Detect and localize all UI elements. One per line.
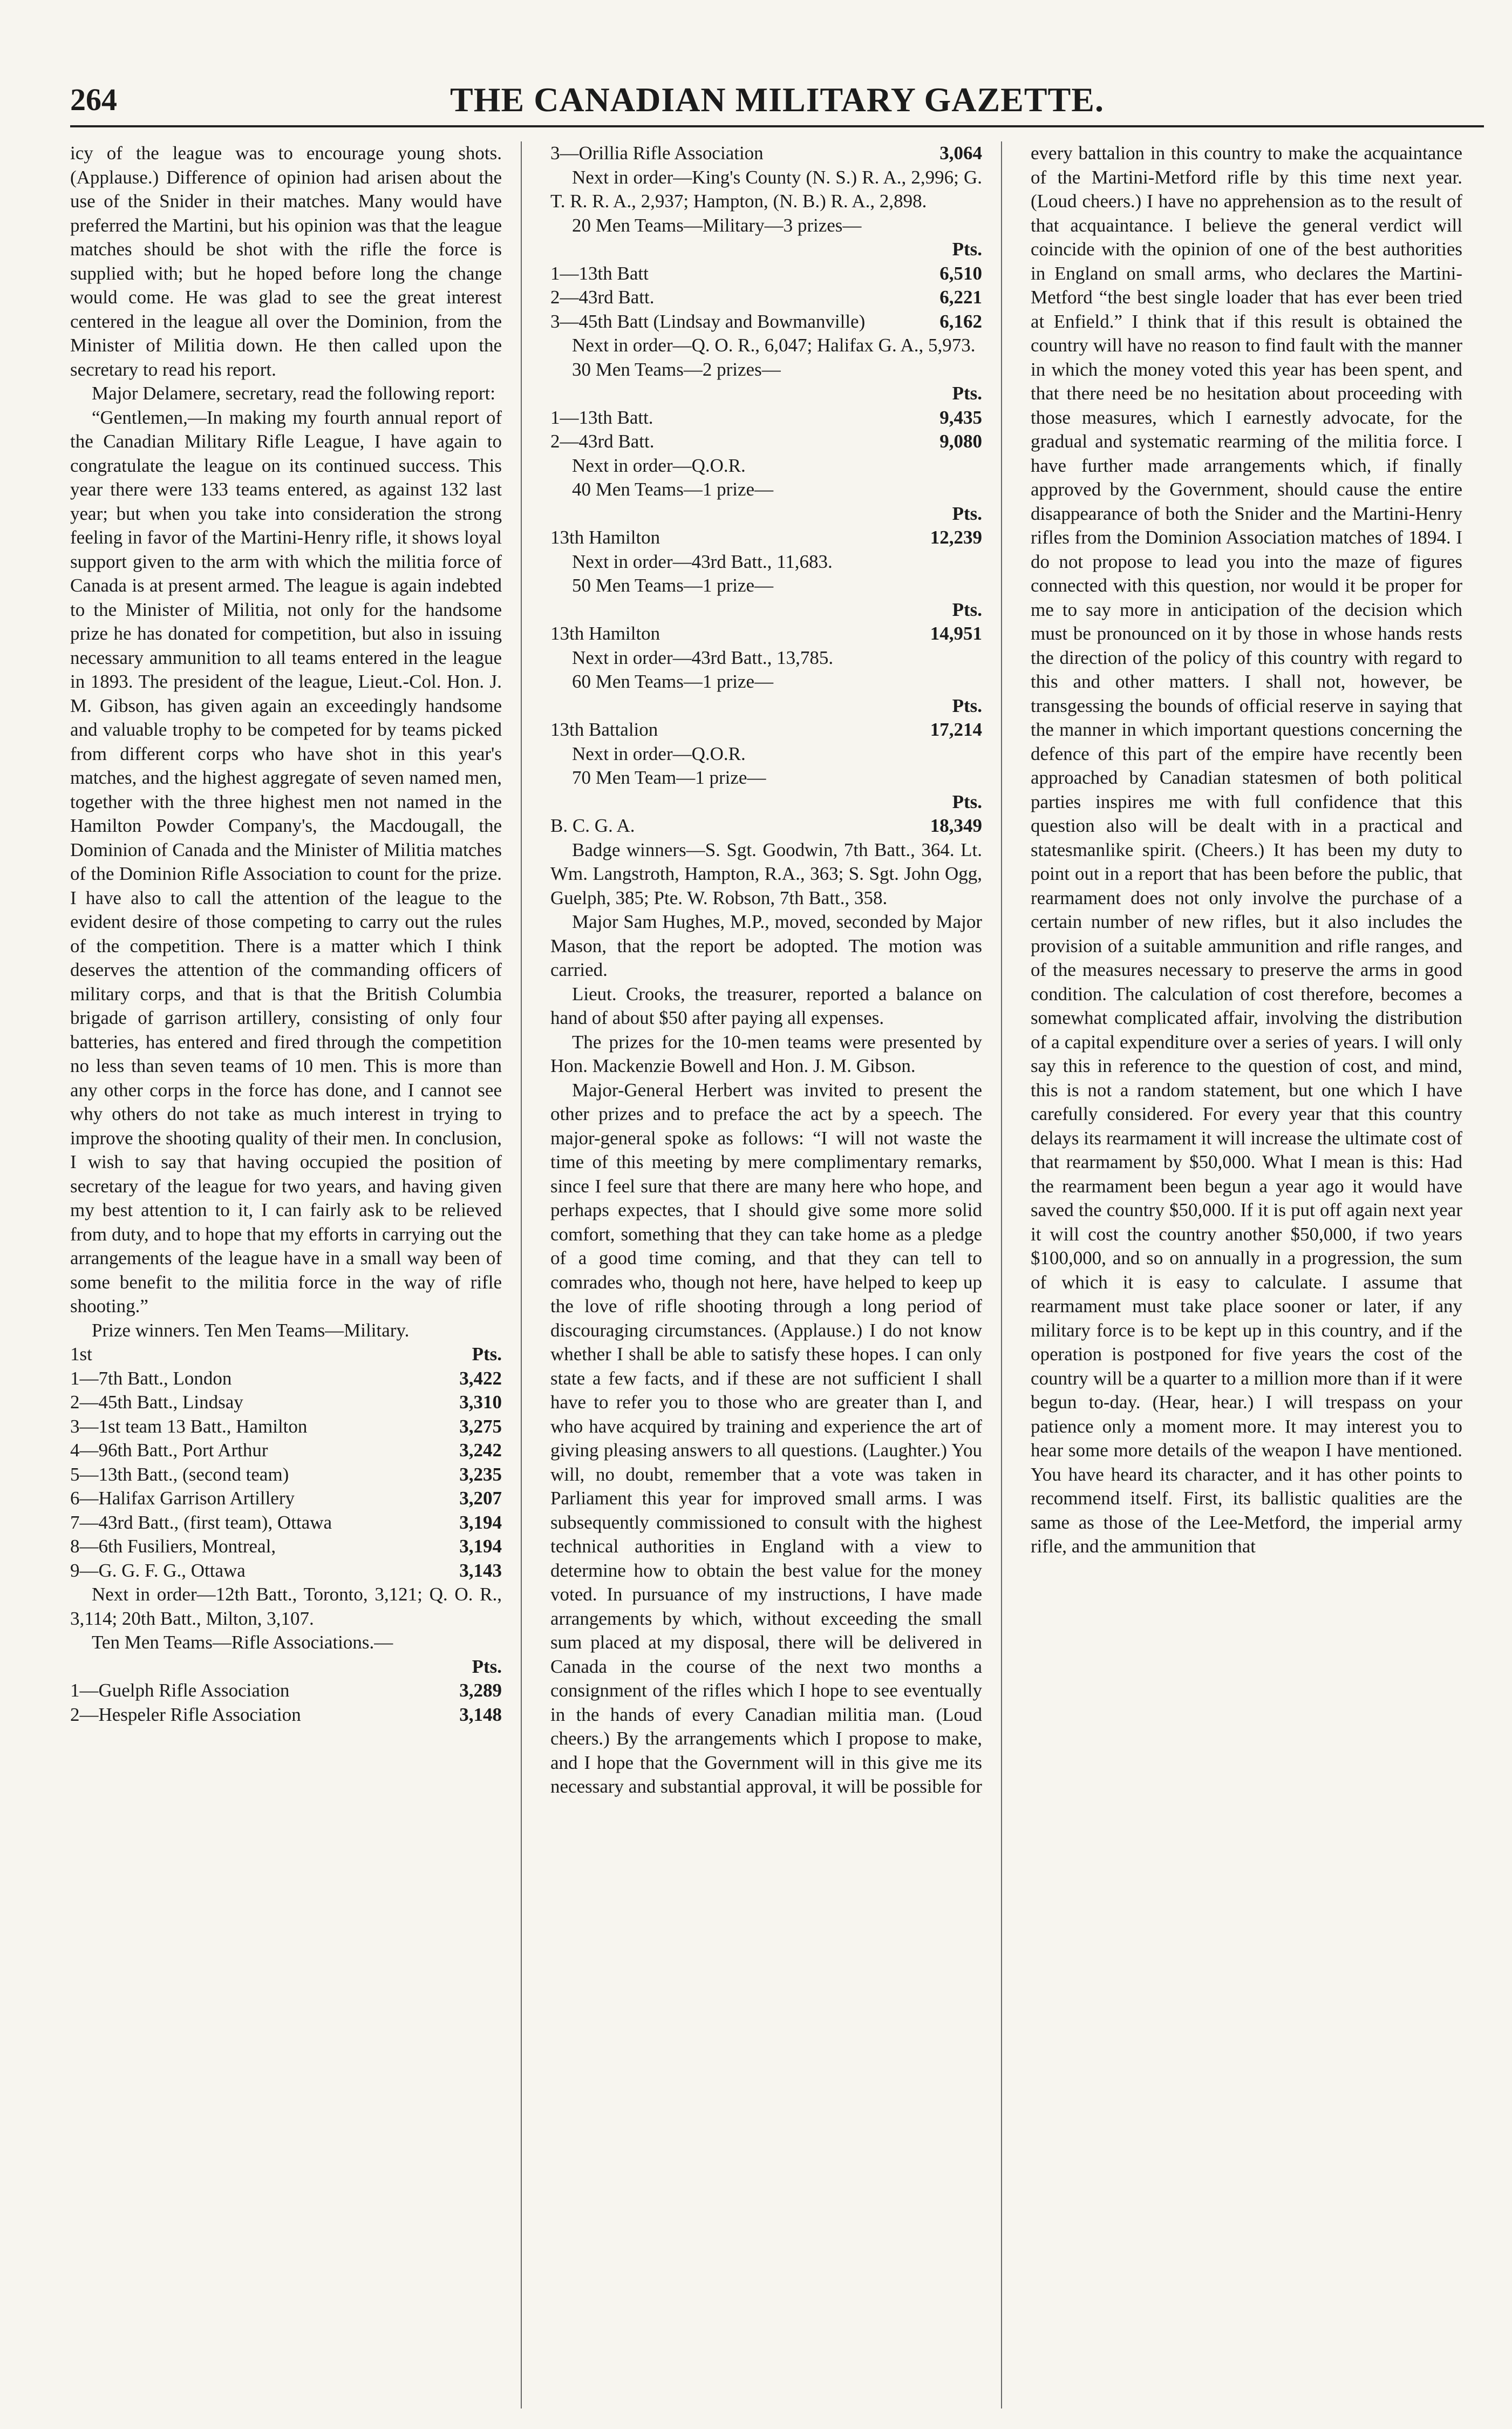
points-label: Pts. [952,791,982,812]
paragraph: Major Sam Hughes, M.P., moved, seconded by Major Mason, that the report be adopted. The motion was carried. [550,911,982,980]
results-list [550,622,982,646]
result-points: 6,510 [939,262,982,284]
paragraph: Major-General Herbert was invited to present the other prizes and to preface the act by a speech. The major-general spoke as follows: “I will not waste the time of this meeting by mere complimentary remarks, since I feel sure that there are many here who hope, and perhaps expectes, that I should give some more solid comfort, something that they can take home as a pledge of a good time coming, and that they can tell to comrades who, though not here, have helped to keep up the love of rifle shooting through a long period of discouraging circumstances. (Applause.) I do not know whether I shall be able to satisfy these hopes. I can only state a few facts, and if these are not sufficient I shall have to refer you to those who are greater than I, and who have acquired by training and experience the art of giving pleasing answers to all questions. (Laughter.) You will, no doubt, remember that a vote was taken in Parliament this year for improved small arms. I was subsequently commissioned to consult with the highest technical authorities in England with a view to determine how to obtain the best value for the money voted. In pursuance of my instructions, I have made arrangements by which, without exceeding the small sum placed at my disposal, there will be delivered in Canada in the course of the next two months a consignment of the rifles which I hope to see eventually in the hands of every Canadian militia man. (Loud cheers.) By the arrangements which I propose to make, and I hope that the Government will in this give me its necessary and substantial approval, it will be possible for [550,1079,982,1797]
column-rule [521,141,522,2408]
result-label: 2—45th Batt., Lindsay [70,1392,243,1413]
result-row [70,1415,502,1439]
paragraph: Major Delamere, secretary, read the following report: [92,383,495,404]
result-points: 3,207 [459,1488,502,1509]
result-points: 17,214 [930,719,982,740]
next-in-order: Next in order—43rd Batt., 13,785. [572,647,834,668]
table-header-row [70,1342,502,1367]
result-label: 13th Hamilton [550,527,660,548]
next-in-order: Next in order—Q. O. R., 6,047; Halifax G. A., 5,973. [572,335,976,356]
next-in-order: Next in order—King's County (N. S.) R. A., 2,996; G. T. R. R. A., 2,937; Hampton, (N. B.) R. A., 2,898. [550,166,982,212]
result-points: 3,242 [459,1440,502,1461]
page-header [70,81,1484,119]
result-row [70,1390,502,1415]
result-row [70,1511,502,1535]
result-points: 3,235 [459,1463,502,1485]
result-points: 6,162 [939,310,982,332]
next-in-order: Next in order—43rd Batt., 11,683. [572,551,833,572]
result-points: 12,239 [930,527,982,548]
result-points: 18,349 [930,815,982,836]
result-row [70,1559,502,1583]
results-list [70,1679,502,1727]
result-points: 3,275 [459,1415,502,1437]
column-2 [550,141,982,2408]
list-heading: 70 Men Team—1 prize— [572,767,766,788]
paragraph: The prizes for the 10-men teams were presented by Hon. Mackenzie Bowell and Hon. J. M. Gibson. [550,1031,982,1076]
points-label: Pts. [952,239,982,260]
paragraph: Lieut. Crooks, the treasurer, reported a balance on hand of about $50 after paying all expenses. [550,983,982,1028]
result-row [550,141,982,166]
column-rule [1001,141,1002,2408]
list-heading: 30 Men Teams—2 prizes— [572,358,781,380]
result-row [550,718,982,742]
result-label: 13th Battalion [550,719,658,740]
result-label: 3—45th Batt (Lindsay and Bowmanville) [550,310,866,332]
result-row [70,1535,502,1559]
journal-title: THE CANADIAN MILITARY GAZETTE. [450,80,1104,119]
result-label: 1—Guelph Rifle Association [70,1680,290,1701]
result-label: 8—6th Fusiliers, Montreal, [70,1536,276,1557]
list-heading: 20 Men Teams—Military—3 prizes— [572,214,862,236]
list-heading: 60 Men Teams—1 prize— [572,671,774,692]
result-row [70,1679,502,1703]
result-row [70,1367,502,1391]
next-in-order: Next in order—Q.O.R. [572,743,746,764]
result-row [70,1487,502,1511]
result-row [550,622,982,646]
page-number: 264 [70,82,117,117]
list-heading: 40 Men Teams—1 prize— [572,479,774,500]
result-points: 3,194 [459,1511,502,1533]
result-points: 3,289 [459,1680,502,1701]
result-points: 3,310 [459,1392,502,1413]
points-label: Pts. [952,503,982,524]
result-label: 2—43rd Batt. [550,287,655,308]
results-list [550,141,982,166]
result-label: 2—43rd Batt. [550,431,655,452]
result-row [550,406,982,430]
result-label: 1—7th Batt., London [70,1367,232,1389]
result-row [70,1463,502,1487]
result-row [550,526,982,550]
results-list [550,526,982,550]
result-row [550,814,982,838]
result-label: 7—43rd Batt., (first team), Ottawa [70,1511,332,1533]
points-label: Pts. [472,1344,502,1365]
results-list [550,406,982,454]
result-points: 9,435 [939,406,982,428]
result-points: 3,194 [459,1536,502,1557]
results-list [550,814,982,838]
result-points: 3,143 [459,1559,502,1581]
list-heading: 1st [70,1344,92,1365]
result-points: 3,148 [459,1704,502,1725]
next-in-order: Next in order—Q.O.R. [572,454,746,476]
points-label: Pts. [952,383,982,404]
result-label: 9—G. G. F. G., Ottawa [70,1559,246,1581]
column-3 [1031,141,1462,2408]
result-row [550,430,982,454]
points-label: Pts. [952,695,982,716]
result-label: 4—96th Batt., Port Arthur [70,1440,268,1461]
paragraph: icy of the league was to encourage young shots. (Applause.) Difference of opinion had arisen about the use of the Snider in their matches. Many would have preferred the Martini, but his opinion was that the league matches should be shot with the rifle the force is supplied with; but he hoped before long the change would come. He was glad to see the great interest centered in the league all over the Dominion, from the Minister of Militia down. He then called upon the secretary to read his report. [70,143,502,380]
result-label: 1—13th Batt. [550,406,653,428]
points-label: Pts. [472,1655,502,1677]
result-label: 5—13th Batt., (second team) [70,1463,289,1485]
result-points: 6,221 [939,287,982,308]
result-label: 3—1st team 13 Batt., Hamilton [70,1415,308,1437]
result-label: 3—Orillia Rifle Association [550,143,764,164]
result-row [70,1703,502,1727]
result-label: B. C. G. A. [550,815,635,836]
results-list [70,1367,502,1583]
list-heading: 50 Men Teams—1 prize— [572,575,774,596]
result-row [550,310,982,334]
result-row [70,1439,502,1463]
paragraph: every battalion in this country to make the acquaintance of the Martini-Metford rifle by this time next year. (Loud cheers.) I have no apprehension as to the result of that acquaintance. I believe the general verdict will coincide with the opinion of one of the best authorities in England on small arms, who declares the Martini-Metford “the best single loader that has ever been tried at Enfield.” I think that if this result is obtained the country will have no reason to find fault with the manner in which the money voted this year has been spent, and that there need be no hesitation about proceeding with those measures, which I earnestly advocate, for the gradual and systematic rearming of the militia force. I have further made arrangements which, if finally approved by the Government, should cause the entire disappearance of both the Snider and the Martini-Henry rifles from the Dominion Association matches of 1894. I do not propose to lead you into the maze of figures connected with this question, nor would it be proper for me to say more in anticipation of the decision which must be pronounced on it by those in whose hands rests the direction of the policy of this country with regard to this and other matters. I shall not, however, be transgessing the bounds of official reserve in saying that the manner in which important questions concerning the defence of this part of the empire have recently been approached by Canadian statesmen of both political parties inspires me with full confidence that this question also will be dealt with in a practical and statesmanlike spirit. (Cheers.) It has been my duty to point out in a report that has been before the public, that rearmament does not only involve the purchase of a certain number of new rifles, but it also includes the provision of a suitable ammunition and rifle ranges, and of the measures necessary to preserve the arms in good condition. The calculation of cost therefore, becomes a somewhat complicated affair, involving the distribution of a capital expenditure over a series of years. I will only say this in reference to the question of cost, and mind, this is not a random statement, but one which I have carefully considered. For every year that this country delays its rearmament it will increase the ultimate cost of that rearmament by $50,000. What I mean is this: Had the rearmament been begun a year ago it would have saved the country $50,000. If it is put off again next year it will cost the country another $50,000, if two years $100,000, and so on annually in a progression, the sum of which it is easy to calculate. I assume that rearmament must take place sooner or later, if any military force is to be kept up in this country, and if the operation is postponed for five years the cost of the country will be a quarter to a million more than if it were begun to-day. (Hear, hear.) I will trespass on your patience only a moment more. It may interest you to hear some more details of the weapon I have mentioned. You have heard its character, and it has other points to recommend itself. First, its ballistic qualities are the same as those of the Lee-Metford, the imperial army rifle, and the ammunition that [1031,143,1462,1557]
result-label: 1—13th Batt [550,262,649,284]
result-label: 6—Halifax Garrison Artillery [70,1488,295,1509]
prize-heading: Prize winners. Ten Men Teams—Military. [92,1319,410,1341]
result-label: 2—Hespeler Rifle Association [70,1704,301,1725]
column-1 [70,141,502,2408]
header-rule [70,125,1484,127]
result-points: 14,951 [930,623,982,644]
result-points: 3,064 [939,143,982,164]
results-list [550,262,982,334]
list-heading: Ten Men Teams—Rifle Associations.— [92,1632,393,1653]
points-label: Pts. [952,599,982,620]
next-in-order: Next in order—12th Batt., Toronto, 3,121; Q. O. R., 3,114; 20th Batt., Milton, 3,107. [70,1584,502,1629]
results-list [550,718,982,742]
paragraph: Badge winners—S. Sgt. Goodwin, 7th Batt., 364. Lt. Wm. Langstroth, Hampton, R.A., 363; S. Sgt. John Ogg, Guelph, 385; Pte. W. Robson, 7th Batt., 358. [550,839,982,908]
result-points: 3,422 [459,1367,502,1389]
result-points: 9,080 [939,431,982,452]
paragraph: “Gentlemen,—In making my fourth annual report of the Canadian Military Rifle League, I have again to congratulate the league on its continued success. This year there were 133 teams entered, as against 132 last year; but when you take into consideration the strong feeling in favor of the Martini-Henry rifle, it shows loyal support given to the arm with which the militia force of Canada is at present armed. The league is again indebted to the Minister of Militia, not only for the handsome prize he has donated for competition, but also in issuing necessary ammunition to all teams entered in the league in 1893. The president of the league, Lieut.-Col. Hon. J. M. Gibson, has given again an exceedingly handsome and valuable trophy to be competed for by teams picked from different corps who have shot in this year's matches, and the highest aggregate of seven named men, together with the three highest men not named in the Hamilton Powder Company's, the Macdougall, the Dominion of Canada and the Minister of Militia matches of the Dominion Rifle Association to count for the prize. I have also to call the attention of the league to the evident desire of those competing to carry out the rules of the competition. There is a matter which I think deserves the attention of the commanding officers of military corps, and that is that the British Columbia brigade of garrison artillery, consisting of only four batteries, has entered and fired through the competition no less than seven teams of 10 men. This is more than any other corps in the force has done, and I cannot see why others do not take as much interest in trying to improve the shooting quality of their men. In conclusion, I wish to say that having occupied the position of secretary of the league for two years, and having given my best attention to it, I can fairly ask to be relieved from duty, and to hope that my efforts in carrying out the arrangements of the league have in a small way been of some benefit to the militia force in the way of rifle shooting.” [70,406,502,1317]
result-row [550,286,982,310]
result-label: 13th Hamilton [550,623,660,644]
result-row [550,262,982,286]
